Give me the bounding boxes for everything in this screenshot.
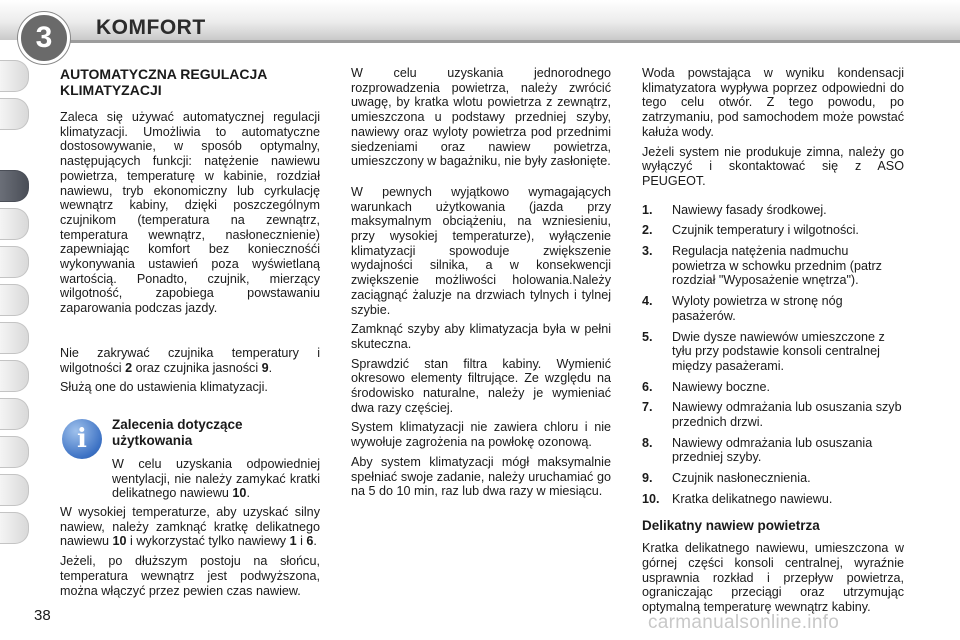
chlorine-paragraph: System klimatyzacji nie zawiera chloru i nie wywołuje zagrożenia na powłokę ozonową. (351, 420, 611, 450)
legend-item-number: 4. (642, 294, 653, 309)
chapter-tab-9[interactable] (0, 398, 29, 430)
monthly-run-paragraph: Aby system klimatyzacji mógł maksymalnie spełniać swoje zadanie, należy uruchamiać go na 5 do 10 min, raz lub dwa razy w miesiącu. (351, 454, 611, 499)
legend-item (642, 471, 904, 486)
legend-item (642, 400, 904, 429)
usage-tip-3: Jeżeli, po dłuższym postoju na słońcu, temperatura wewnątrz jest podwyższona, można włączyć przez pewien czas nawiew. (60, 554, 320, 598)
chapter-number-badge: 3 (18, 12, 70, 64)
close-windows-paragraph: Zamknąć szyby aby klimatyzacja była w pełni skuteczna. (351, 322, 611, 351)
legend-item-text: Nawiewy fasady środkowej. (672, 202, 827, 217)
legend-item (642, 203, 904, 218)
usage-tip-1: W celu uzyskania odpowiedniej wentylacji, nie należy zamykać kratki delikatnego nawiewu 10. (112, 456, 320, 501)
sensor-warning-paragraph: Nie zakrywać czujnika temperatury i wilgotności 2 oraz czujnika jasności 9. (60, 345, 320, 375)
column-left (60, 66, 320, 603)
legend-item (642, 492, 904, 507)
header-divider (40, 40, 960, 43)
chapter-tab-4[interactable] (0, 208, 29, 240)
legend-item-text: Regulacja natężenia nadmuchu powietrza w schowku przednim (patrz rozdział "Wyposażenie wnętrza"). (672, 244, 882, 288)
legend-item (642, 330, 904, 374)
legend-item-text: Nawiewy boczne. (672, 379, 770, 394)
legend-item-text: Nawiewy odmrażania lub osuszania szyb przednich drzwi. (672, 400, 902, 430)
chapter-tab-8[interactable] (0, 360, 29, 392)
page-number: 38 (34, 607, 51, 624)
legend-item (642, 223, 904, 238)
legend-item-text: Czujnik temperatury i wilgotności. (672, 223, 859, 238)
legend-item-text: Wyloty powietrza w stronę nóg pasażerów. (672, 294, 843, 323)
chapter-tab-12[interactable] (0, 512, 29, 544)
gentle-airflow-paragraph: Kratka delikatnego nawiewu, umieszczona w górnej części konsoli centralnej, wyraźnie usprawnia rozkład i przepływ powietrza, ograniczając przeciągi oraz utrzymując optymalną temperaturę wewnątrz kabiny. (642, 541, 904, 615)
legend-item-number: 10. (642, 491, 660, 506)
legend-item-number: 5. (642, 329, 653, 344)
usage-tip-2: W wysokiej temperaturze, aby uzyskać silny nawiew, należy zamknąć kratkę delikatnego nawiewu 10 i wykorzystać tylko nawiewy 1 i 6. (60, 505, 320, 549)
legend-item-text: Dwie dysze nawiewów umieszczone z tyłu przy podstawie konsoli centralnej między pasażerami. (672, 329, 885, 373)
usage-tips-title: Zalecenia dotyczące użytkowania (112, 416, 243, 448)
legend-item-text: Kratka delikatnego nawiewu. (672, 491, 833, 506)
legend-item-number: 2. (642, 223, 653, 238)
condensation-paragraph: Woda powstająca w wyniku kondensacji klimatyzatora wypływa poprzez odpowiedni do tego celu otwór. Z tego powodu, po zatrzymaniu, pod samochodem może powstać kałuża wody. (642, 66, 904, 139)
legend-item-number: 7. (642, 400, 653, 415)
demanding-conditions-paragraph: W pewnych wyjątkowo wymagających warunkach użytkowania (jazda przy maksymalnym obciążeniu, na wzniesieniu, przy wysokiej temperaturze), wyłączenie klimatyzacji spowoduje zwiększenie wydajności silnika, a w konsekwencji zwiększenie możliwości holowania.Należy zaciągnąć żaluzje na drzwiach tylnych i tylnej szybie. (351, 184, 611, 317)
legend-item (642, 436, 904, 465)
column-right (642, 66, 904, 620)
legend-item (642, 244, 904, 288)
info-icon: i (62, 419, 102, 459)
legend-item-number: 6. (642, 379, 653, 394)
intro-paragraph: Zaleca się używać automatycznej regulacji klimatyzacji. Umożliwia to automatyczne dostosowywanie, w sposób optymalny, następujących funkcji: natężenie nawiewu powietrza, temperaturę w kabinie, rozdział nawiewu, tryb ekonomiczny lub cyrkulację wewnątrz kabiny, dzięki poszczególnym czujnikom (temperatura na zewnątrz, temperatura wewnątrz, nasłonecznienie) zapewniając komfort bez koniecznośći wykonywania ustawień poza wyświetlaną wartością. Ponadto, czujnik, mierzący wilgotność, zapobiega powstawaniu zaparowania podczas jazdy. (60, 110, 320, 316)
chapter-tab-strip (0, 60, 30, 640)
chapter-tab-6[interactable] (0, 284, 29, 316)
chapter-tab-10[interactable] (0, 436, 29, 468)
usage-tips-box (60, 417, 320, 598)
chapter-tab-2[interactable] (0, 98, 29, 130)
legend-item-number: 8. (642, 435, 653, 450)
legend-item-text: Nawiewy odmrażania lub osuszania przedniej szyby. (672, 435, 873, 465)
vent-legend-list (642, 203, 904, 507)
chapter-title: KOMFORT (96, 16, 206, 39)
air-distribution-paragraph: W celu uzyskania jednorodnego rozprowadzenia powietrza, należy zwrócić uwagę, by kratka wlotu powietrza z zewnątrz, umieszczona u podstawy przedniej szyby, nawiewy oraz wyloty powietrza pod przednimi siedzeniami oraz nawiew powietrza, umieszczony w bagażniku, nie były zasłonięte. (351, 66, 611, 169)
chapter-tab-3-active[interactable] (0, 170, 29, 202)
chapter-tab-1[interactable] (0, 60, 29, 92)
legend-item (642, 294, 904, 323)
section-title: AUTOMATYCZNA REGULACJA KLIMATYZACJI (60, 66, 267, 98)
legend-item-number: 9. (642, 471, 653, 486)
watermark: carmanualsonline.info (648, 612, 840, 633)
column-middle (351, 66, 611, 504)
filter-paragraph: Sprawdzić stan filtra kabiny. Wymienić okresowo elementy filtrujące. Ze względu na środowisko naturalne, należy je wymieniać dwa razy częściej. (351, 356, 611, 415)
chapter-tab-11[interactable] (0, 474, 29, 506)
service-paragraph: Jeżeli system nie produkuje zimna, należy go wyłączyć i skontaktować się z ASO PEUGEOT. (642, 144, 904, 188)
legend-item (642, 380, 904, 395)
gentle-airflow-title: Delikatny nawiew powietrza (642, 517, 820, 533)
legend-item-number: 3. (642, 244, 653, 259)
legend-item-text: Czujnik nasłonecznienia. (672, 471, 811, 486)
chapter-tab-7[interactable] (0, 322, 29, 354)
sensor-purpose-paragraph: Służą one do ustawienia klimatyzacji. (60, 380, 268, 395)
legend-item-number: 1. (642, 202, 653, 217)
chapter-tab-5[interactable] (0, 246, 29, 278)
